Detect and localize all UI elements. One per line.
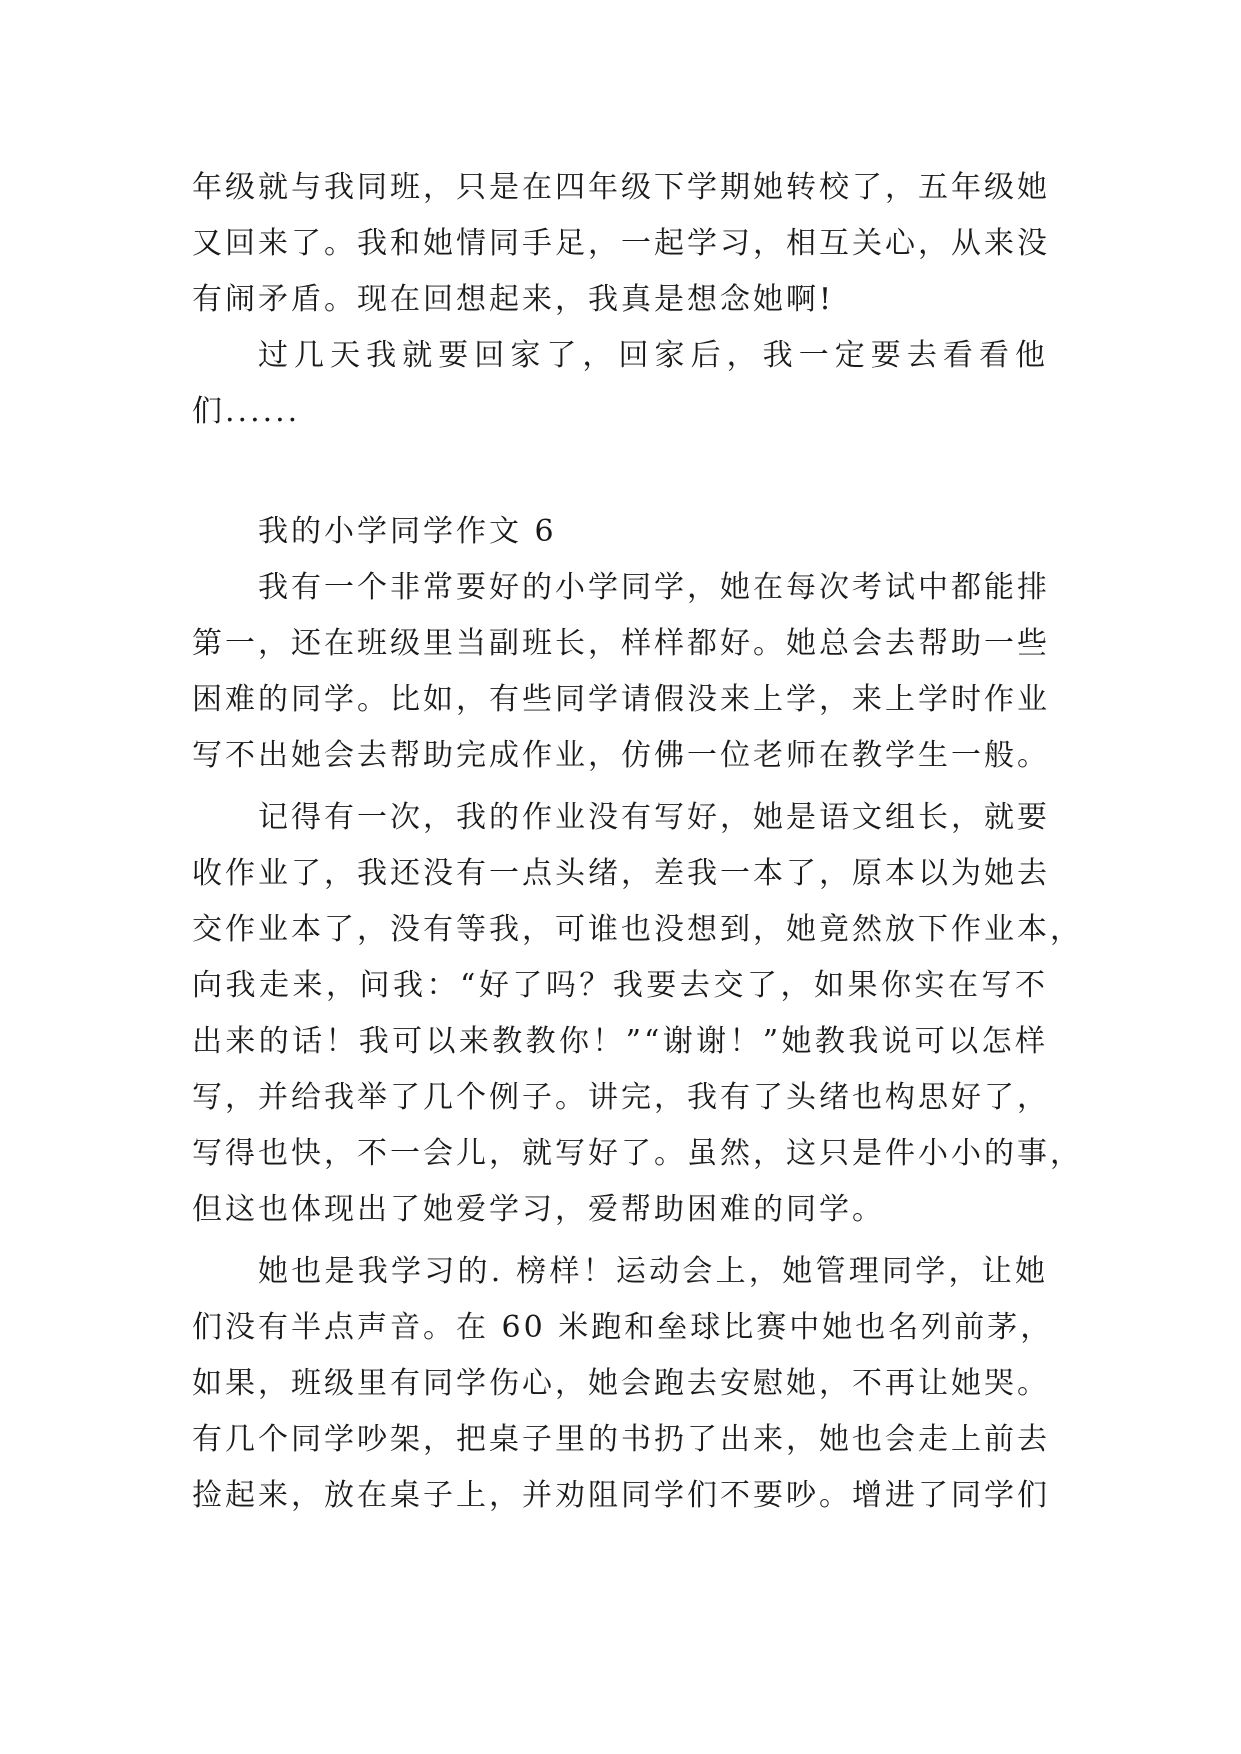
paragraph-line: 但这也体现出了她爱学习，爱帮助困难的同学。: [192, 1192, 885, 1227]
paragraph-line: 写，并给我举了几个例子。讲完，我有了头绪也构思好了，: [192, 1080, 1050, 1115]
paragraph-line: 写不出她会去帮助完成作业，仿佛一位老师在教学生一般。: [192, 738, 1050, 773]
paragraph-line: 有闹矛盾。现在回想起来，我真是想念她啊!: [192, 282, 835, 317]
paragraph-line: 收作业了，我还没有一点头绪，差我一本了，原本以为她去: [192, 856, 1050, 891]
paragraph-line: 捡起来，放在桌子上，并劝阻同学们不要吵。增进了同学们: [192, 1478, 1050, 1513]
paragraph-line: 年级就与我同班，只是在四年级下学期她转校了，五年级她: [192, 170, 1050, 205]
paragraph-line: 又回来了。我和她情同手足，一起学习，相互关心，从来没: [192, 226, 1050, 261]
paragraph-line: 第一，还在班级里当副班长，样样都好。她总会去帮助一些: [192, 626, 1050, 661]
paragraph-line: 们......: [192, 394, 301, 429]
paragraph-line: 向我走来，问我：“好了吗？我要去交了，如果你实在写不: [192, 968, 1048, 1003]
paragraph-line: 记得有一次，我的作业没有写好，她是语文组长，就要: [258, 800, 1050, 835]
paragraph-line: 我有一个非常要好的小学同学，她在每次考试中都能排: [258, 570, 1050, 605]
paragraph-line: 她也是我学习的. 榜样！运动会上，她管理同学，让她: [258, 1254, 1048, 1289]
paragraph-line: 困难的同学。比如，有些同学请假没来上学，来上学时作业: [192, 682, 1050, 717]
paragraph-line: 出来的话！我可以来教教你！”“谢谢！”她教我说可以怎样: [192, 1024, 1048, 1059]
paragraph-line: 如果，班级里有同学伤心，她会跑去安慰她，不再让她哭。: [192, 1366, 1050, 1401]
section-title: 我的小学同学作文 6: [258, 514, 557, 549]
paragraph-line: 写得也快，不一会儿，就写好了。虽然，这只是件小小的事，: [192, 1136, 1083, 1171]
paragraph-line: 过几天我就要回家了，回家后，我一定要去看看他: [258, 338, 1048, 373]
paragraph-line: 有几个同学吵架，把桌子里的书扔了出来，她也会走上前去: [192, 1422, 1050, 1457]
paragraph-line: 交作业本了，没有等我，可谁也没想到，她竟然放下作业本，: [192, 912, 1083, 947]
paragraph-line: 们没有半点声音。在 60 米跑和垒球比赛中她也名列前茅，: [192, 1310, 1054, 1345]
